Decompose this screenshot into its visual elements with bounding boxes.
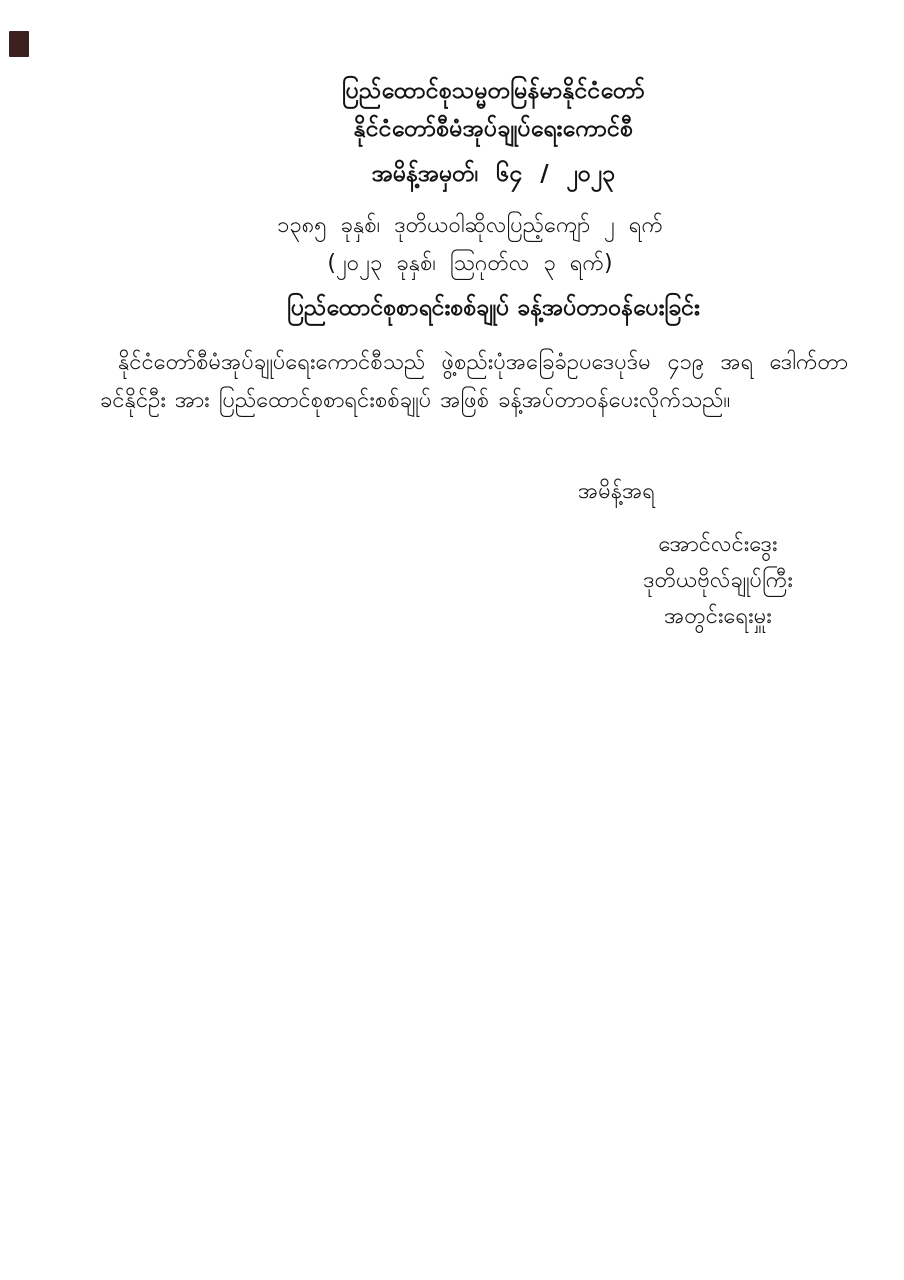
scan-corner-artifact: [9, 31, 29, 57]
header-council-line: နိုင်ငံတော်စီမံအုပ်ချုပ်ရေးကောင်စီ: [353, 116, 634, 142]
date-myanmar-era-line: ၁၃၈၅ ခုနှစ်၊ ဒုတိယဝါဆိုလပြည့်ကျော် ၂ ရက်: [276, 213, 664, 238]
header-country-line: ပြည်ထောင်စုသမ္မတမြန်မာနိုင်ငံတော်: [341, 78, 646, 104]
date-gregorian-line: (၂၀၂၃ ခုနှစ်၊ ဩဂုတ်လ ၃ ရက်): [327, 251, 613, 276]
order-number-line: အမိန့်အမှတ်၊ ၆၄ / ၂၀၂၃: [371, 161, 616, 187]
subject-title: ပြည်ထောင်စုစာရင်းစစ်ချုပ် ခန့်အပ်တာဝန်ပေးခြင်း: [287, 295, 700, 321]
signatory-title: အတွင်းရေးမှူး: [664, 604, 772, 629]
body-paragraph: နိုင်ငံတော်စီမံအုပ်ချုပ်ရေးကောင်စီသည် ဖွဲ့စည်းပုံအခြေခံဥပဒေပုဒ်မ ၄၁၉ အရ ဒေါက်တာ ခင်နိုင်ဦး အား ပြည်ထောင်စုစာရင်းစစ်ချုပ် အဖြစ် ခန့်အပ်တာဝန်ပေးလိုက်သည်။: [100, 350, 848, 413]
by-order-label: အမိန့်အရ: [578, 479, 655, 504]
signatory-rank: ဒုတိယဗိုလ်ချုပ်ကြီး: [643, 568, 793, 593]
signature-block: [598, 527, 838, 635]
signatory-name: အောင်လင်းဒွေး: [658, 532, 778, 557]
